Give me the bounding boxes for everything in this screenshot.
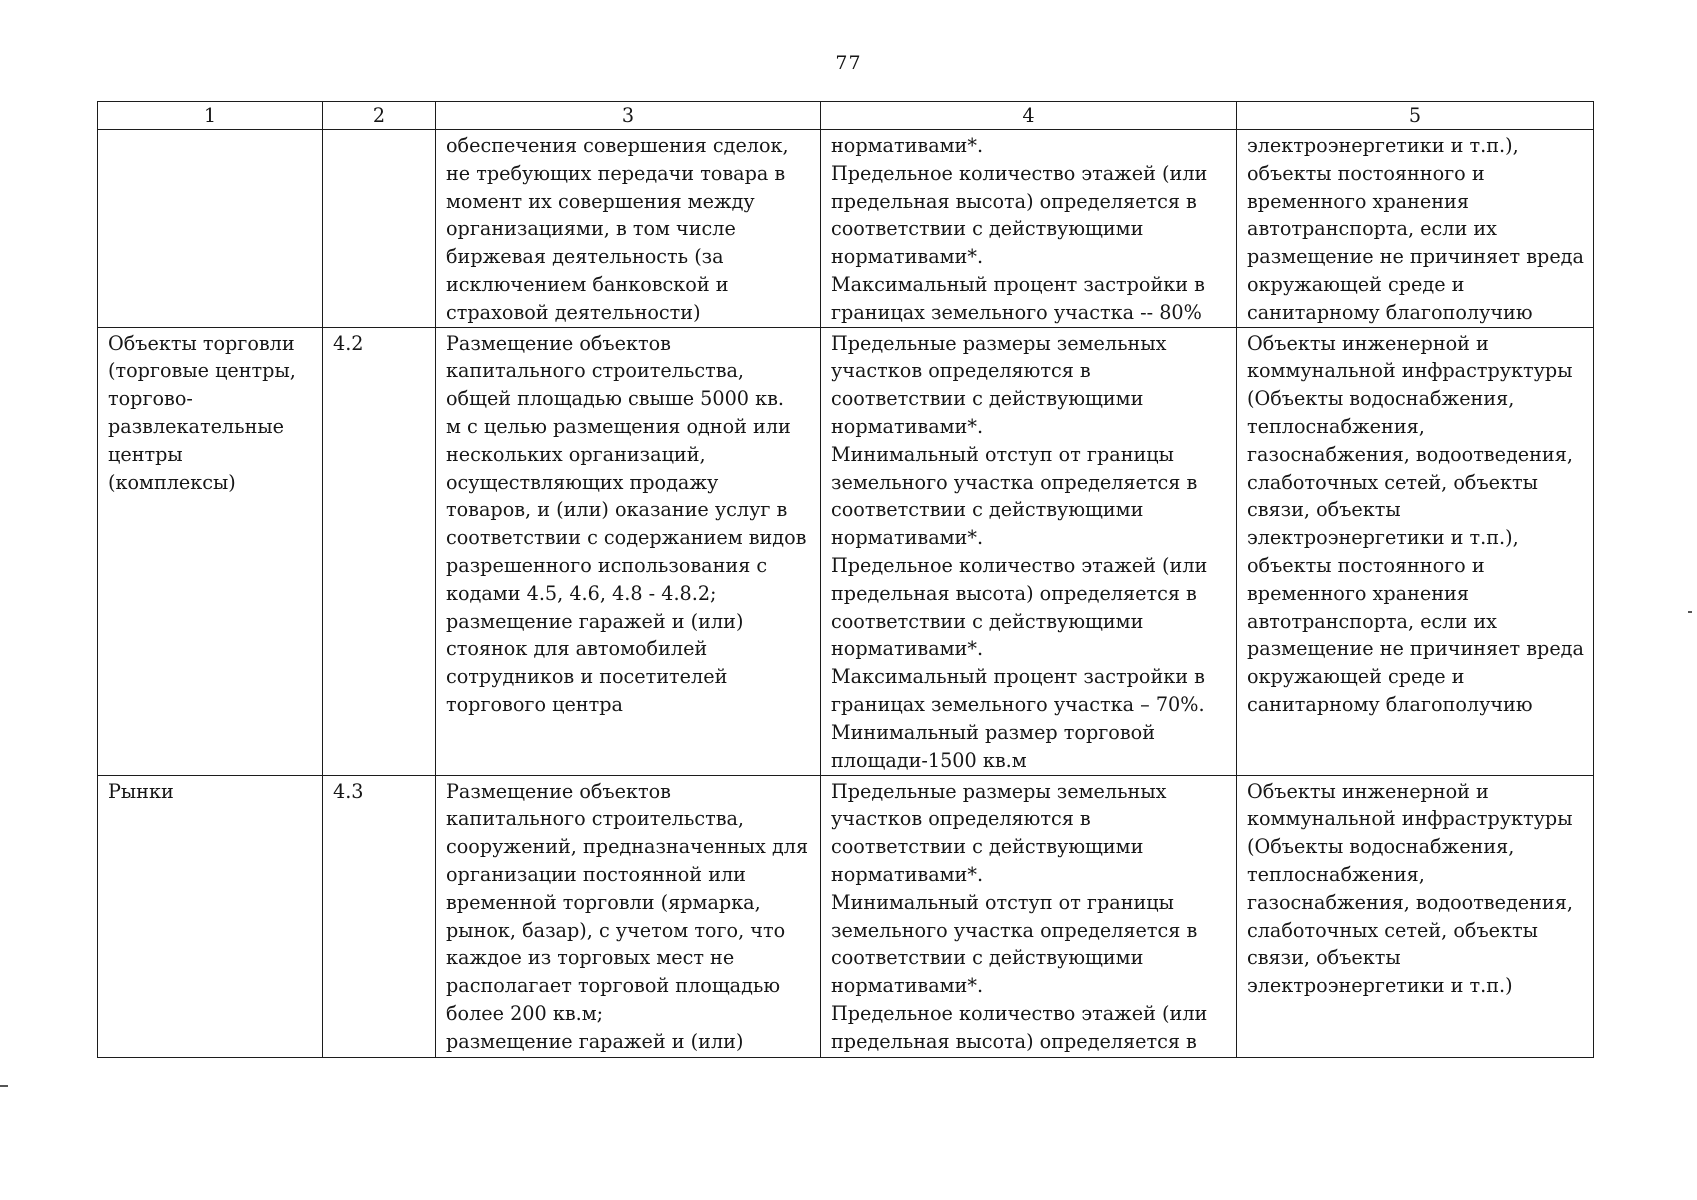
cell-text-line: временного хранения — [1247, 581, 1469, 605]
cell-text-line: автотранспорта, если их — [1247, 217, 1497, 241]
cell-text-line: торгово- — [108, 387, 193, 411]
page-number: 77 — [835, 52, 862, 74]
cell-text-line: санитарному благополучию — [1247, 300, 1533, 324]
cell-text-line: Размещение объектов — [446, 331, 671, 355]
column-header-2: 2 — [323, 102, 436, 130]
cell-text-line: земельного участка определяется в — [831, 470, 1198, 494]
cell-text-line: соответствии с действующими — [831, 835, 1144, 859]
cell-text-line: электроэнергетики и т.п.), — [1247, 526, 1519, 550]
cell-text-line: обеспечения совершения сделок, — [446, 134, 789, 157]
cell-text-line: стоянок для автомобилей — [446, 637, 708, 661]
cell-text-line: более 200 кв.м; — [446, 1001, 604, 1025]
land-use-description-cell — [436, 327, 821, 775]
cell-text-line: организации постоянной или — [446, 862, 746, 886]
cell-text-line: рынок, базар), с учетом того, что — [446, 918, 786, 942]
cell-text-line: соответствии с действующими — [831, 609, 1144, 633]
land-use-code-cell — [323, 130, 436, 328]
auxiliary-uses-cell — [1237, 327, 1594, 775]
cell-text-line: теплоснабжения, — [1247, 862, 1425, 886]
cell-text-line: момент их совершения между — [446, 189, 755, 213]
cell-text-line: автотранспорта, если их — [1247, 609, 1497, 633]
cell-text-line: Предельные размеры земельных — [831, 779, 1167, 803]
cell-text-line: размещение не причиняет вреда — [1247, 245, 1584, 269]
cell-text-line: соответствии с содержанием видов — [446, 526, 807, 550]
table-row — [98, 130, 1594, 328]
cell-text-line: окружающей среде и — [1247, 665, 1465, 689]
cell-text-line: (торговые центры, — [108, 359, 296, 383]
cell-text-line: соответствии с действующими — [831, 387, 1144, 411]
cell-text-line: Минимальный отступ от границы — [831, 890, 1174, 914]
column-header-5: 5 — [1237, 102, 1594, 130]
cell-text-line: предельная высота) определяется в — [831, 1029, 1197, 1053]
parameters-cell — [821, 327, 1237, 775]
cell-text-line: Максимальный процент застройки в — [831, 272, 1205, 296]
cell-text-line: общей площадью свыше 5000 кв. — [446, 387, 784, 411]
table-row — [98, 327, 1594, 775]
scan-mark — [1688, 611, 1692, 613]
cell-text-line: объекты постоянного и — [1247, 161, 1485, 185]
cell-text-line: Предельное количество этажей (или — [831, 1001, 1208, 1025]
cell-text-line: (комплексы) — [108, 470, 236, 494]
cell-text-line: кодами 4.5, 4.6, 4.8 - 4.8.2; — [446, 581, 717, 605]
auxiliary-uses-cell — [1237, 775, 1594, 1057]
cell-text-line: развлекательные — [108, 414, 284, 438]
cell-text-line: газоснабжения, водоотведения, — [1247, 890, 1573, 914]
cell-text-line: участков определяются в — [831, 807, 1091, 831]
cell-text-line: границах земельного участка -- 80% — [831, 300, 1202, 324]
cell-text-line: слаботочных сетей, объекты — [1247, 918, 1538, 942]
cell-text-line: предельная высота) определяется в — [831, 581, 1197, 605]
cell-text-line: капитального строительства, — [446, 807, 745, 831]
land-use-code-cell — [323, 327, 436, 775]
cell-text-line: торгового центра — [446, 692, 623, 716]
cell-text-line: каждое из торговых мест не — [446, 946, 735, 970]
cell-text-line: организациями, в том числе — [446, 217, 736, 241]
auxiliary-uses-cell — [1237, 130, 1594, 328]
cell-text-line: Объекты инженерной и — [1247, 779, 1489, 803]
cell-text-line: нормативами*. — [831, 245, 984, 269]
cell-text-line: м с целью размещения одной или — [446, 414, 791, 438]
column-header-3: 3 — [436, 102, 821, 130]
cell-text-line: нескольких организаций, — [446, 442, 706, 466]
cell-text-line: связи, объекты — [1247, 946, 1401, 970]
parameters-cell — [821, 775, 1237, 1057]
cell-text-line: площади-1500 кв.м — [831, 748, 1027, 772]
land-use-table — [97, 101, 1594, 1058]
cell-text-line: размещение гаражей и (или) — [446, 609, 744, 633]
column-header-4: 4 — [821, 102, 1237, 130]
cell-text-line: временной торговли (ярмарка, — [446, 890, 761, 914]
cell-text-line: нормативами*. — [831, 974, 984, 998]
cell-text-line: соответствии с действующими — [831, 217, 1144, 241]
table-row — [98, 775, 1594, 1057]
cell-text-line: соответствии с действующими — [831, 498, 1144, 522]
cell-text-line: соответствии с действующими — [831, 946, 1144, 970]
cell-text-line: предельная высота) определяется в — [831, 189, 1197, 213]
cell-text-line: 4.2 — [333, 331, 364, 355]
land-use-type-cell — [98, 130, 323, 328]
cell-text-line: осуществляющих продажу — [446, 470, 719, 494]
land-use-type-cell — [98, 327, 323, 775]
land-use-code-cell — [323, 775, 436, 1057]
cell-text-line: центры — [108, 442, 183, 466]
cell-text-line: не требующих передачи товара в — [446, 161, 786, 185]
cell-text-line: Минимальный размер торговой — [831, 720, 1156, 744]
cell-text-line: временного хранения — [1247, 189, 1469, 213]
cell-text-line: нормативами*. — [831, 414, 984, 438]
cell-text-line: разрешенного использования с — [446, 553, 768, 577]
parameters-cell — [821, 130, 1237, 328]
cell-text-line: нормативами*. — [831, 637, 984, 661]
cell-text-line: связи, объекты — [1247, 498, 1401, 522]
land-use-description-cell — [436, 775, 821, 1057]
cell-text-line: объекты постоянного и — [1247, 553, 1485, 577]
cell-text-line: товаров, и (или) оказание услуг в — [446, 498, 788, 522]
column-header-1: 1 — [98, 102, 323, 130]
cell-text-line: сотрудников и посетителей — [446, 665, 728, 689]
scan-mark — [0, 1085, 8, 1087]
cell-text-line: участков определяются в — [831, 359, 1091, 383]
cell-text-line: нормативами*. — [831, 134, 984, 157]
cell-text-line: Предельное количество этажей (или — [831, 553, 1208, 577]
cell-text-line: размещение гаражей и (или) — [446, 1029, 744, 1053]
cell-text-line: капитального строительства, — [446, 359, 745, 383]
cell-text-line: санитарному благополучию — [1247, 692, 1533, 716]
cell-text-line: Объекты инженерной и — [1247, 331, 1489, 355]
cell-text-line: исключением банковской и — [446, 272, 729, 296]
cell-text-line: окружающей среде и — [1247, 272, 1465, 296]
cell-text-line: Максимальный процент застройки в — [831, 665, 1205, 689]
land-use-description-cell — [436, 130, 821, 328]
cell-text-line: границах земельного участка – 70%. — [831, 692, 1205, 716]
cell-text-line: (Объекты водоснабжения, — [1247, 387, 1515, 411]
cell-text-line: нормативами*. — [831, 862, 984, 886]
cell-text-line: размещение не причиняет вреда — [1247, 637, 1584, 661]
cell-text-line: электроэнергетики и т.п.) — [1247, 974, 1513, 998]
cell-text-line: располагает торговой площадью — [446, 974, 781, 998]
cell-text-line: Рынки — [108, 779, 174, 803]
cell-text-line: электроэнергетики и т.п.), — [1247, 134, 1519, 157]
cell-text-line: Минимальный отступ от границы — [831, 442, 1174, 466]
cell-text-line: газоснабжения, водоотведения, — [1247, 442, 1573, 466]
cell-text-line: Размещение объектов — [446, 779, 671, 803]
cell-text-line: земельного участка определяется в — [831, 918, 1198, 942]
cell-text-line: (Объекты водоснабжения, — [1247, 835, 1515, 859]
cell-text-line: коммунальной инфраструктуры — [1247, 807, 1573, 831]
cell-text-line: биржевая деятельность (за — [446, 245, 724, 269]
cell-text-line: теплоснабжения, — [1247, 414, 1425, 438]
cell-text-line: 4.3 — [333, 779, 364, 803]
table-header-row — [98, 102, 1594, 130]
cell-text-line: сооружений, предназначенных для — [446, 835, 809, 859]
cell-text-line: Предельное количество этажей (или — [831, 161, 1208, 185]
cell-text-line: Предельные размеры земельных — [831, 331, 1167, 355]
cell-text-line: Объекты торговли — [108, 331, 295, 355]
land-use-type-cell — [98, 775, 323, 1057]
cell-text-line: нормативами*. — [831, 526, 984, 550]
cell-text-line: коммунальной инфраструктуры — [1247, 359, 1573, 383]
cell-text-line: слаботочных сетей, объекты — [1247, 470, 1538, 494]
cell-text-line: страховой деятельности) — [446, 300, 701, 324]
